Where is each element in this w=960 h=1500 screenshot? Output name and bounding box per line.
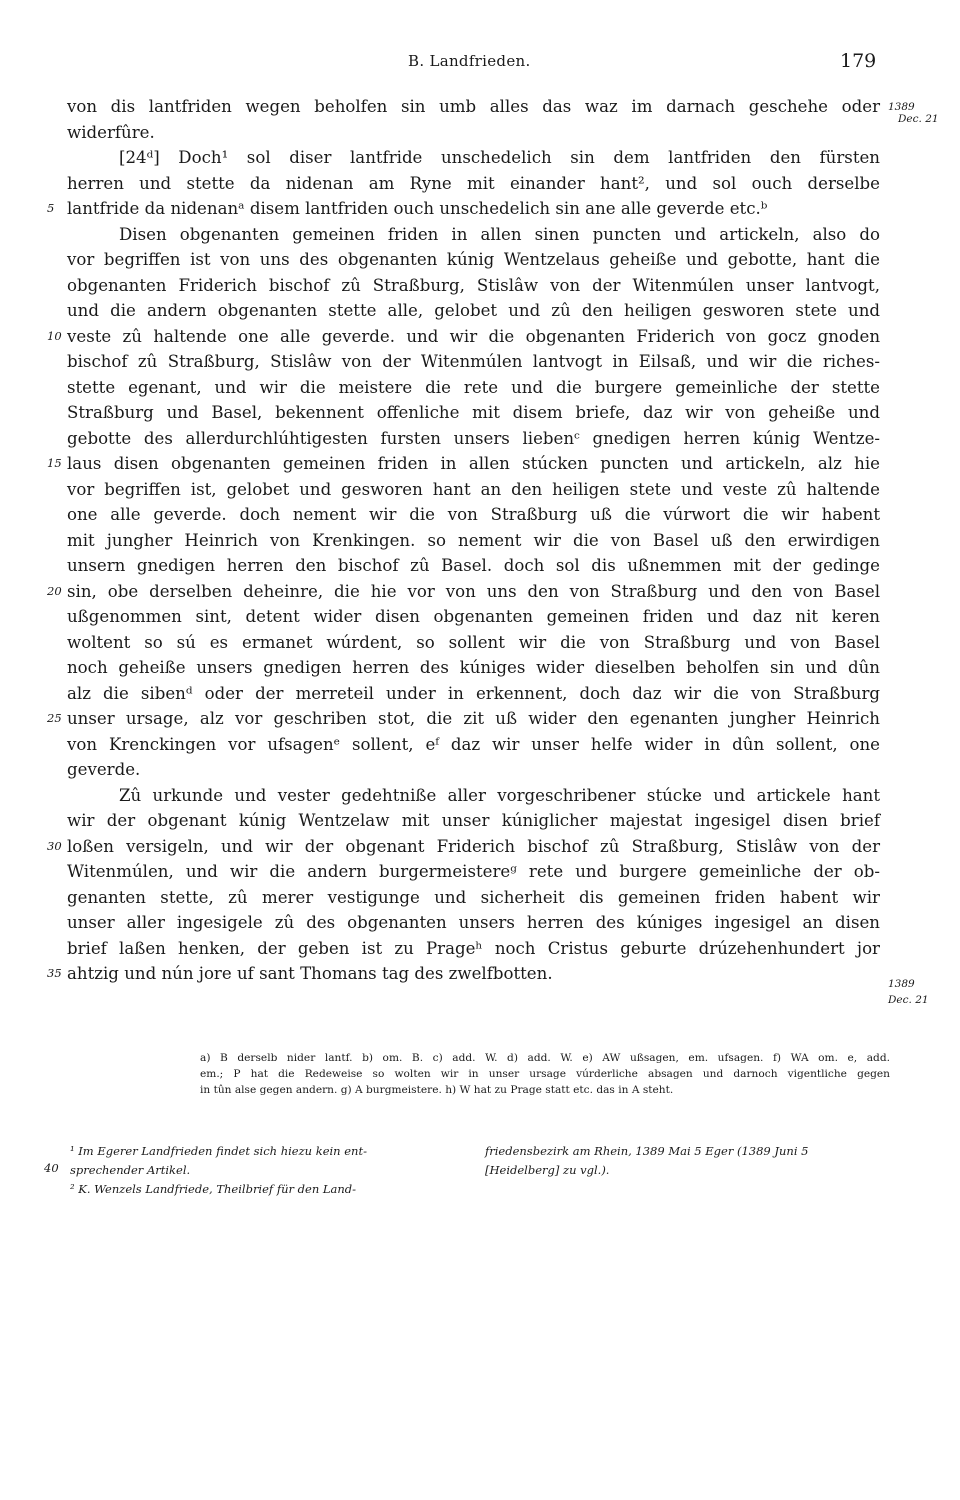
text-line: brief laßen henken, der geben ist zu Prageʰ noch Cristus geburte drúzehenhundert jor xyxy=(67,938,880,958)
text-line-wrap xyxy=(47,324,880,350)
line-number: 40 xyxy=(44,1161,59,1175)
line-number: 20 xyxy=(47,583,62,598)
text-line: Zû urkunde und vester gedehtniße aller vorgeschribener stúcke und artickele hant xyxy=(119,785,880,805)
text-line: veste zû haltende one alle geverde. und wir die obgenanten Friderich von gocz gnoden xyxy=(67,326,880,346)
margin-year: 1389 xyxy=(888,978,915,990)
text-line: genanten stette, zû merer vestigunge und sicherheit dis gemeinen friden habent wir xyxy=(67,887,880,907)
text-line: und die andern obgenanten stette alle, gelobet und zû den heiligen gesworen stete und xyxy=(67,301,880,320)
apparatus-line: in tûn alse gegen andern. g) A burgmeistere. h) W hat zu Prage statt etc. das in A steht. xyxy=(200,1084,674,1096)
text-line: wir der obgenant kúnig Wentzelaw mit unser kúniglicher majestat ingesigel disen brief xyxy=(67,811,880,830)
text-line: Straßburg und Basel, bekennent offenliche mit disem briefe, daz wir von geheiße und xyxy=(67,403,880,422)
text-line: unser ursage, alz vor geschriben stot, die zit uß wider den egenanten jungher Heinrich xyxy=(67,709,880,728)
page-number: 179 xyxy=(840,50,877,72)
text-line: ußgenommen sint, detent wider disen obgenanten gemeinen friden und daz nit keren xyxy=(67,607,880,626)
line-number: 10 xyxy=(47,328,62,343)
text-line-wrap xyxy=(47,961,880,987)
text-line: herren und stette da nidenan am Ryne mit einander hant², und sol ouch derselbe xyxy=(67,173,880,193)
line-number: 5 xyxy=(47,201,55,215)
line-number: 30 xyxy=(47,838,62,853)
text-line: stette egenant, und wir die meistere die rete und die burgere gemeinliche der stette xyxy=(67,377,880,397)
text-line: vor begriffen ist von uns des obgenanten kúnig Wentzelaus geheiße und gebotte, hant die xyxy=(67,250,880,269)
text-line: unser aller ingesigele zû des obgenanten unsers herren des kúniges ingesigel an disen xyxy=(67,913,880,932)
text-line: loßen versigeln, und wir der obgenant Friderich bischof zû Straßburg, Stislâw von der xyxy=(67,836,880,856)
footnote-line: ¹ Im Egerer Landfrieden findet sich hiezu kein ent- xyxy=(70,1144,367,1158)
text-line: Witenmúlen, und wir die andern burgermeistereᵍ rete und burgere gemeinliche der ob- xyxy=(67,862,880,881)
line-number: 25 xyxy=(47,711,62,725)
text-line-wrap xyxy=(47,706,880,732)
margin-date-bottom xyxy=(888,978,929,1006)
text-line: noch geheiße unsers gnedigen herren des kúniges wider dieselben beholfen sin und dûn xyxy=(67,658,880,677)
text-line: one alle geverde. doch nement wir die von Straßburg uß die vúrwort die wir habent xyxy=(67,505,880,524)
text-line: ahtzig und nún jore uf sant Thomans tag des zwelfbotten. xyxy=(67,964,553,983)
text-line: vor begriffen ist, gelobet und gesworen hant an den heiligen stete und veste zû haltende xyxy=(67,479,880,499)
margin-year: 1389 xyxy=(888,101,915,113)
margin-date-top xyxy=(888,101,939,125)
footnote-line: ² K. Wenzels Landfriede, Theilbrief für den Land- xyxy=(70,1182,357,1196)
margin-day: Dec. 21 xyxy=(888,994,929,1006)
text-line-wrap xyxy=(47,579,880,605)
apparatus-line: a) B derselb nider lantf. b) om. B. c) add. W. d) add. W. e) AW ußsagen, em. ufsagen. f) WA om. e, add. xyxy=(200,1052,890,1064)
line-number: 15 xyxy=(47,456,62,470)
footnote-line: sprechender Artikel. xyxy=(70,1163,191,1177)
text-line: sin, obe derselben deheinre, die hie vor von uns den von Straßburg und den von Basel xyxy=(67,581,880,601)
margin-day: Dec. 21 xyxy=(898,113,939,125)
text-line: laus disen obgenanten gemeinen friden in allen stúcken puncten und artickeln, alz hie xyxy=(67,454,880,473)
critical-apparatus xyxy=(200,1050,890,1098)
text-line-wrap xyxy=(47,451,880,477)
text-line: von Krenckingen vor ufsagenᵉ sollent, eᶠ daz wir unser helfe wider in dûn sollent, one xyxy=(67,734,880,754)
text-line: unsern gnedigen herren den bischof zû Basel. doch sol dis ußnemmen mit der gedinge xyxy=(67,556,880,575)
text-line: widerfûre. xyxy=(67,122,155,142)
main-text xyxy=(47,94,880,987)
text-line: lantfride da nidenanᵃ disem lantfriden ouch unschedelich sin ane alle geverde etc.ᵇ xyxy=(67,199,768,218)
text-line: mit jungher Heinrich von Krenkingen. so nement wir die von Basel uß den erwirdigen xyxy=(67,530,880,550)
text-line: bischof zû Straßburg, Stislâw von der Witenmúlen lantvogt in Eilsaß, und wir die riches- xyxy=(67,352,880,371)
text-line: Disen obgenanten gemeinen friden in allen sinen puncten und artickeln, also do xyxy=(119,224,880,244)
text-line-wrap xyxy=(47,196,880,222)
footnote-line: [Heidelberg] zu vgl.). xyxy=(485,1163,610,1177)
text-line-wrap xyxy=(47,834,880,860)
text-line: alz die sibenᵈ oder der merreteil under in erkennent, doch daz wir die von Straßburg xyxy=(67,683,880,703)
text-line: geverde. xyxy=(67,760,141,779)
apparatus-line: em.; P hat die Redeweise so wolten wir in unser ursage vúrderliche absagen und darnoch vigentliche gegen xyxy=(200,1068,890,1080)
footnotes-right xyxy=(485,1142,895,1180)
footnotes-left xyxy=(70,1142,465,1199)
page-header xyxy=(0,52,960,82)
text-line: von dis lantfriden wegen beholfen sin umb alles das waz im darnach geschehe oder xyxy=(67,97,880,116)
text-line: gebotte des allerdurchlúhtigesten fursten unsers liebenᶜ gnedigen herren kúnig Wentze- xyxy=(67,428,880,448)
text-line: obgenanten Friderich bischof zû Straßburg, Stislâw von der Witenmúlen unser lantvogt, xyxy=(67,275,880,295)
text-line: woltent so sú es ermanet wúrdent, so sollent wir die von Straßburg und von Basel xyxy=(67,632,880,652)
footnote-line: friedensbezirk am Rhein, 1389 Mai 5 Eger (1389 Juni 5 xyxy=(485,1144,809,1158)
running-title: B. Landfrieden. xyxy=(408,52,531,70)
line-number: 35 xyxy=(47,966,62,980)
text-line: [24ᵈ] Doch¹ sol diser lantfride unschedelich sin dem lantfriden den fürsten xyxy=(119,148,880,167)
